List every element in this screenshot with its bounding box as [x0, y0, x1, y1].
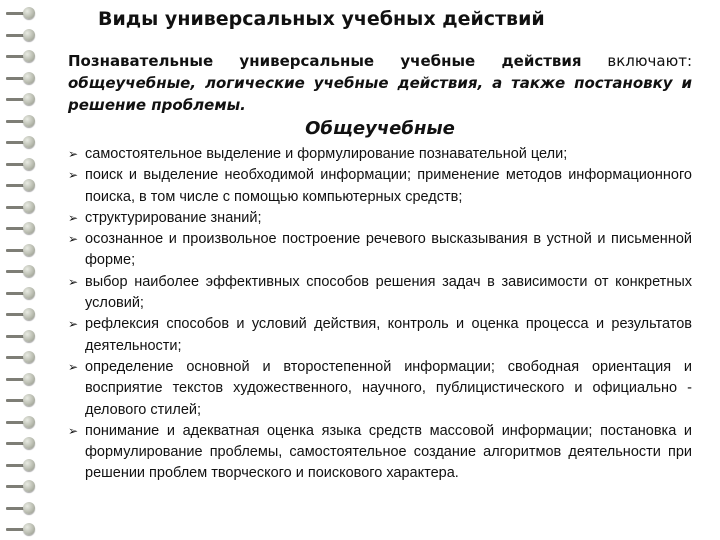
arrow-bullet-icon: ➢ — [68, 168, 79, 183]
binding-ring — [6, 28, 36, 42]
slide-content — [68, 50, 692, 485]
list-item: ➢ рефлексия способов и условий действия, контроль и оценка процесса и результатов деятельности; — [68, 316, 692, 354]
list-item: ➢ осознанное и произвольное построение речевого высказывания в устной и письменной форме; — [68, 231, 692, 269]
arrow-bullet-icon: ➢ — [68, 210, 79, 225]
list-item: ➢ поиск и выделение необходимой информации; применение методов информационного поиска, в том числе с помощью компьютерных средств; — [68, 167, 692, 205]
arrow-bullet-icon: ➢ — [68, 147, 79, 161]
binding-ring — [6, 393, 36, 407]
binding-ring — [6, 221, 36, 235]
binding-ring — [6, 350, 36, 364]
intro-lead-bold: Познавательные универсальные учебные действия — [68, 52, 582, 70]
binding-ring — [6, 49, 36, 63]
binding-ring — [6, 372, 36, 386]
arrow-bullet-icon: ➢ — [68, 274, 79, 289]
binding-ring — [6, 458, 36, 472]
binding-ring — [6, 479, 36, 493]
binding-ring — [6, 200, 36, 214]
binding-ring — [6, 329, 36, 343]
intro-paragraph — [68, 50, 692, 116]
slide-title: Виды универсальных учебных действий — [98, 8, 545, 30]
section-subhead: Общеучебные — [305, 118, 455, 139]
binding-ring — [6, 415, 36, 429]
arrow-bullet-icon: ➢ — [68, 359, 79, 374]
binding-ring — [6, 71, 36, 85]
intro-bold-italic: общеучебные, логические учебные действия, а также постановку и решение проблемы. — [68, 74, 692, 114]
binding-ring — [6, 307, 36, 321]
list-item: ➢ понимание и адекватная оценка языка средств массовой информации; постановка и формулирование проблемы, самостоятельное создание алгоритмов деятельности при решении проблем творческого и поискового характера. — [68, 422, 692, 482]
intro-lead-rest: включают: — [581, 52, 692, 70]
binding-ring — [6, 436, 36, 450]
spiral-binding — [0, 0, 44, 540]
binding-ring — [6, 501, 36, 515]
binding-ring — [6, 157, 36, 171]
binding-ring — [6, 286, 36, 300]
binding-ring — [6, 92, 36, 106]
list-item: ➢ самостоятельное выделение и формулирование познавательной цели; — [68, 144, 692, 165]
binding-ring — [6, 264, 36, 278]
arrow-bullet-icon: ➢ — [68, 317, 79, 332]
list-item: ➢ выбор наиболее эффективных способов решения задач в зависимости от конкретных условий; — [68, 273, 692, 312]
list-item: ➢ определение основной и второстепенной информации; свободная ориентация и восприятие текстов художественного, научного, публицистического и официально - делового стилей; — [68, 358, 692, 418]
binding-ring — [6, 6, 36, 20]
binding-ring — [6, 243, 36, 257]
list-item: ➢ структурирование знаний; — [68, 208, 692, 229]
binding-ring — [6, 522, 36, 536]
bullet-list — [68, 144, 692, 485]
arrow-bullet-icon: ➢ — [68, 232, 79, 247]
binding-ring — [6, 178, 36, 192]
binding-ring — [6, 135, 36, 149]
binding-ring — [6, 114, 36, 128]
arrow-bullet-icon: ➢ — [68, 423, 79, 438]
